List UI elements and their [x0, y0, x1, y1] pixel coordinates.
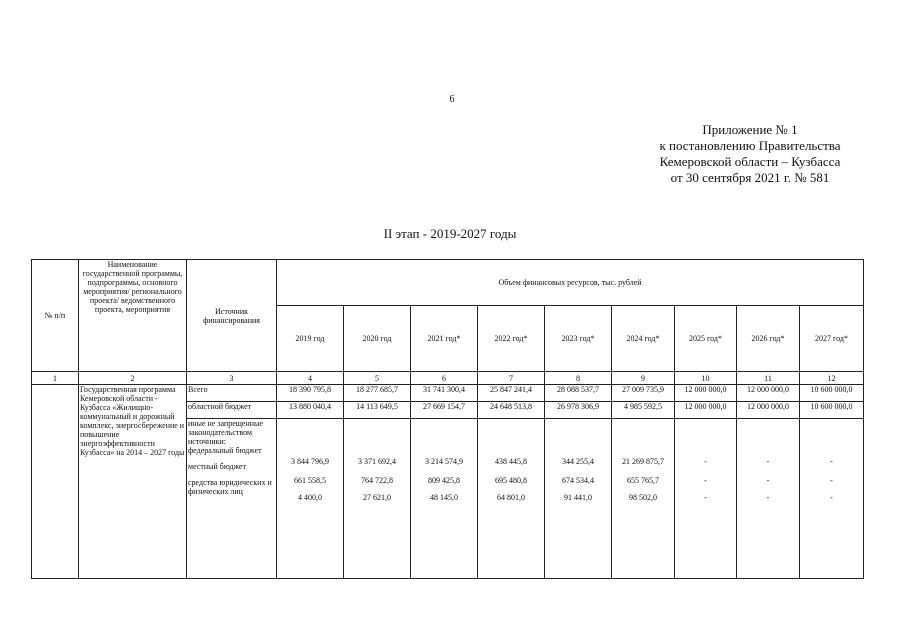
value-cell: 3 371 692,4 [358, 457, 396, 466]
value-cell: 438 445,8 [495, 457, 527, 466]
other-sources-cell [187, 419, 277, 579]
source-federal: федеральный бюджет [188, 446, 262, 455]
index-cell: 9 [612, 372, 675, 385]
value-cell: 27 621,0 [363, 493, 391, 502]
value-cell: 28 088 537,7 [545, 385, 612, 402]
value-cell: - [704, 493, 707, 502]
header-year: 2027 год* [800, 306, 864, 372]
value-cell: 10 600 000,0 [800, 385, 864, 402]
header-year: 2021 год* [411, 306, 478, 372]
header-number: № п/п [32, 260, 79, 372]
value-stack [411, 419, 478, 579]
appendix-header [600, 122, 900, 186]
value-cell: 10 600 000,0 [800, 402, 864, 419]
value-cell: 4 400,0 [298, 493, 322, 502]
index-cell: 8 [545, 372, 612, 385]
header-year: 2025 год* [675, 306, 737, 372]
index-cell: 4 [277, 372, 344, 385]
value-cell: - [766, 493, 770, 502]
value-cell: 25 847 241,4 [478, 385, 545, 402]
value-cell: 26 978 306,9 [545, 402, 612, 419]
value-cell: 27 669 154,7 [411, 402, 478, 419]
value-cell: - [766, 457, 770, 466]
header-year: 2026 год* [737, 306, 800, 372]
value-stack [612, 419, 675, 579]
header-volume: Объем финансовых ресурсов, тыс. рублей [277, 260, 864, 306]
index-cell: 1 [32, 372, 79, 385]
appendix-line-2: к постановлению Правительства [659, 138, 841, 153]
stage-title: II этап - 2019-2027 годы [383, 226, 517, 241]
value-cell: - [830, 493, 833, 502]
value-stack [545, 419, 612, 579]
table-row [32, 385, 864, 402]
value-cell: 21 269 875,7 [622, 457, 664, 466]
value-stack [737, 419, 800, 579]
value-cell: 18 277 685,7 [344, 385, 411, 402]
value-cell: 809 425,8 [428, 476, 460, 485]
row-number [32, 385, 79, 579]
header-year: 2024 год* [612, 306, 675, 372]
value-cell: 31 741 300,4 [411, 385, 478, 402]
value-stack [277, 419, 344, 579]
value-cell: 674 534,4 [562, 476, 594, 485]
value-cell: 12 000 000,0 [737, 402, 800, 419]
source-cell: Всего [187, 385, 277, 402]
value-cell: 764 722,8 [361, 476, 393, 485]
index-cell: 3 [187, 372, 277, 385]
index-row [32, 372, 864, 385]
value-cell: 91 441,0 [564, 493, 592, 502]
appendix-line-1: Приложение № 1 [702, 122, 798, 137]
financing-table [31, 259, 864, 579]
value-cell: 13 880 040,4 [277, 402, 344, 419]
value-cell: 12 000 000,0 [675, 385, 737, 402]
value-cell: 344 255,4 [562, 457, 594, 466]
other-sources-header: иные не запрещенные законодательством источники: [188, 419, 263, 446]
header-year: 2019 год [277, 306, 344, 372]
value-cell: - [704, 457, 707, 466]
value-cell: 3 844 796,9 [291, 457, 329, 466]
value-cell: 64 801,0 [497, 493, 525, 502]
value-cell: 27 009 735,9 [612, 385, 675, 402]
header-name: Наименование государственной программы, подпрограммы, основного мероприятия/ регионального проекта/ ведомственного проекта, мероприятия [79, 260, 187, 372]
header-source: Источник финансирования [187, 260, 277, 372]
value-cell: 48 145,0 [430, 493, 458, 502]
index-cell: 12 [800, 372, 864, 385]
value-cell: - [830, 457, 833, 466]
value-cell: 695 480,8 [495, 476, 527, 485]
source-local: местный бюджет [188, 462, 246, 471]
value-stack [344, 419, 411, 579]
index-cell: 6 [411, 372, 478, 385]
value-cell: - [830, 476, 833, 485]
value-cell: 655 765,7 [627, 476, 659, 485]
page-number: 6 [449, 94, 455, 105]
appendix-line-4: от 30 сентября 2021 г. № 581 [670, 170, 830, 185]
value-cell: 661 558,5 [294, 476, 326, 485]
index-cell: 7 [478, 372, 545, 385]
index-cell: 10 [675, 372, 737, 385]
value-cell: 4 985 592,5 [612, 402, 675, 419]
header-year: 2023 год* [545, 306, 612, 372]
source-cell: областной бюджет [187, 402, 277, 419]
value-cell: - [766, 476, 770, 485]
index-cell: 5 [344, 372, 411, 385]
appendix-line-3: Кемеровской области – Кузбасса [659, 154, 841, 169]
value-stack [675, 419, 737, 579]
header-year: 2020 год [344, 306, 411, 372]
header-year: 2022 год* [478, 306, 545, 372]
value-cell: 18 390 795,8 [277, 385, 344, 402]
value-cell: 14 113 649,5 [344, 402, 411, 419]
value-cell: 24 648 513,8 [478, 402, 545, 419]
value-stack [800, 419, 864, 579]
value-cell: 12 000 000,0 [675, 402, 737, 419]
index-cell: 11 [737, 372, 800, 385]
index-cell: 2 [79, 372, 187, 385]
value-stack [478, 419, 545, 579]
program-name: Государственная программа Кемеровской области - Кузбасса «Жилищно-коммунальный и дорожный комплекс, энергосбережение и повышение энергоэффективности Кузбасса» на 2014 – 2027 годы [79, 385, 187, 579]
value-cell: 12 000 000,0 [737, 385, 800, 402]
source-legal-entities: средства юридических и физических лиц [188, 478, 272, 496]
value-cell: 3 214 574,9 [425, 457, 463, 466]
value-cell: - [704, 476, 707, 485]
value-cell: 98 502,0 [629, 493, 657, 502]
